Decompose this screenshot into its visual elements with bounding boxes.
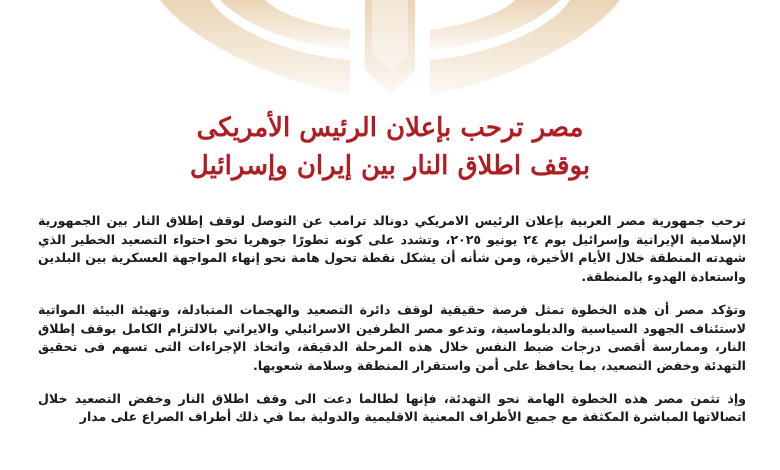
headline-line-1: مصر ترحب بإعلان الرئيس الأمريكى xyxy=(196,113,584,143)
paragraph-2: وتؤكد مصر أن هذه الخطوة تمثل فرصة حقيقية لوقف دائرة التصعيد والهجمات المتبادلة، وتهيئة البيئة المواتية لاستئناف الجهود السياسية والدبلوماسية، وتدعو مصر الطرفين الاسرائيلي والايراني بالالتزام الكامل بوقف إطلاق النار، وممارسة أقصى درجات ضبط النفس خلال هذه المرحلة الدقيقة، واتخاذ الإجراءات التى تسهم فى تحقيق التهدئة وخفض التصعيد، بما يحافظ على أمن واستقرار المنطقة وسلامة شعوبها. xyxy=(38,301,746,373)
paragraph-1: ترحب جمهورية مصر العربية بإعلان الرئيس الامريكي دونالد ترامب عن التوصل لوقف إطلاق النار بين الجمهورية الإسلامية الإيرانية وإسرائيل يوم ٢٤ يونيو ٢٠٢٥، وتشدد على كونه تطورًا جوهريا نحو احتواء التصعيد الخطير الذي شهدته المنطقة خلال الأيام الأخيرة، ومن شأنه أن يشكل نقطة تحول هامة نحو إنهاء المواجهة العسكرية بين البلدين واستعادة الهدوء بالمنطقة. xyxy=(38,213,746,285)
paragraph-3: وإذ تثمن مصر هذه الخطوة الهامة نحو التهدئة، فإنها لطالما دعت الى وقف اطلاق النار وخفض التصعيد خلال اتصالاتها المباشرة المكثفة مع جميع الأطراف المعنية الاقليمية والدولية بما في ذلك أطراف الصراع على مدار xyxy=(38,390,746,425)
headline-line-2: بوقف اطلاق النار بين إيران وإسرائيل xyxy=(189,151,591,181)
eagle-emblem-watermark xyxy=(150,0,630,120)
statement-body xyxy=(38,212,746,441)
